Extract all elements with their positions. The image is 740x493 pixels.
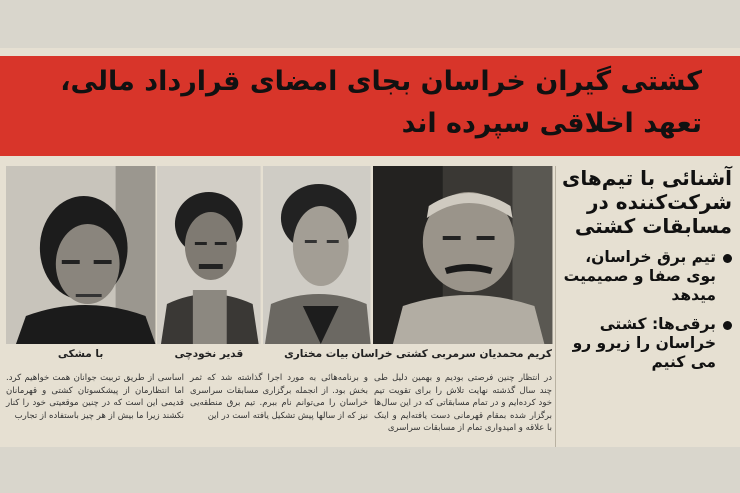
caption-wrestler-3: قدیر نخودچی — [174, 348, 244, 360]
article-column-2: و برنامه‌هائی به مورد اجرا گذاشته شد که ثمر بخش بود. از انجمله برگزاری مسابقات سراسری خراسان را می‌توانم نام ببرم. تیم برق منطقه‌یی نیز که از سالها پیش تشکیل یافته است در این — [190, 373, 368, 421]
bottom-border — [0, 447, 740, 493]
caption-wrestler-2: بیات مختاری — [284, 348, 349, 360]
newspaper-page — [0, 48, 740, 447]
photo-strip — [6, 166, 552, 344]
headline-line-2: تعهد اخلاقی سپرده اند — [401, 108, 702, 139]
sidebar-article — [560, 166, 732, 451]
sidebar-item-2-text: برقی‌ها: کشتی خراسان را زیرو رو می کنیم — [572, 315, 716, 371]
photo-wrestler-2 — [263, 166, 371, 344]
column-divider — [555, 166, 556, 451]
article-column-1: در انتظار چنین فرصتی بودیم و بهمین دلیل طی چند سال گذشته نهایت تلاش را برای تقویت تیم خود کرده‌ایم و در تمام مسابقاتی که در این سال‌ها برگزار شده بمقام قهرمانی دست یافته‌ایم و اینک با علاقه و امیدواری تمام از مسابقات سراسری — [374, 373, 552, 433]
sidebar-item-1 — [560, 248, 732, 305]
photo-wrestler-4 — [6, 166, 155, 344]
photo-captions — [6, 348, 552, 368]
sidebar-item-1-text: تیم برق خراسان، بوی صفا و صمیمیت میدهد — [563, 248, 716, 304]
headline-banner — [0, 56, 740, 156]
headline-line-1: کشتی گیران خراسان بجای امضای قرارداد مالی، — [60, 66, 702, 97]
top-border — [0, 0, 740, 48]
caption-coach: کریم محمدیان سرمربی کشتی خراسان — [351, 348, 552, 360]
bullet-icon — [723, 254, 732, 263]
sidebar-title: آشنائی با تیم‌های شرکت‌کننده در مسابقات کشتی — [562, 166, 732, 238]
caption-wrestler-4: با مشکی — [57, 348, 104, 360]
article-columns — [6, 372, 552, 452]
article-column-3: اساسی از طریق تربیت جوانان همت خواهیم کرد. اما انتظارمان از پیشکسوتان کشتی و قهرمانان قدیمی این است که در چنین موقعیتی خود را کنار نکشند زیرا ما بیش از هر چیز باستفاده از تجارب — [6, 373, 184, 421]
photo-coach — [373, 166, 552, 344]
sidebar-item-2 — [560, 315, 732, 372]
photo-wrestler-3 — [157, 166, 261, 344]
bullet-icon — [723, 321, 732, 330]
